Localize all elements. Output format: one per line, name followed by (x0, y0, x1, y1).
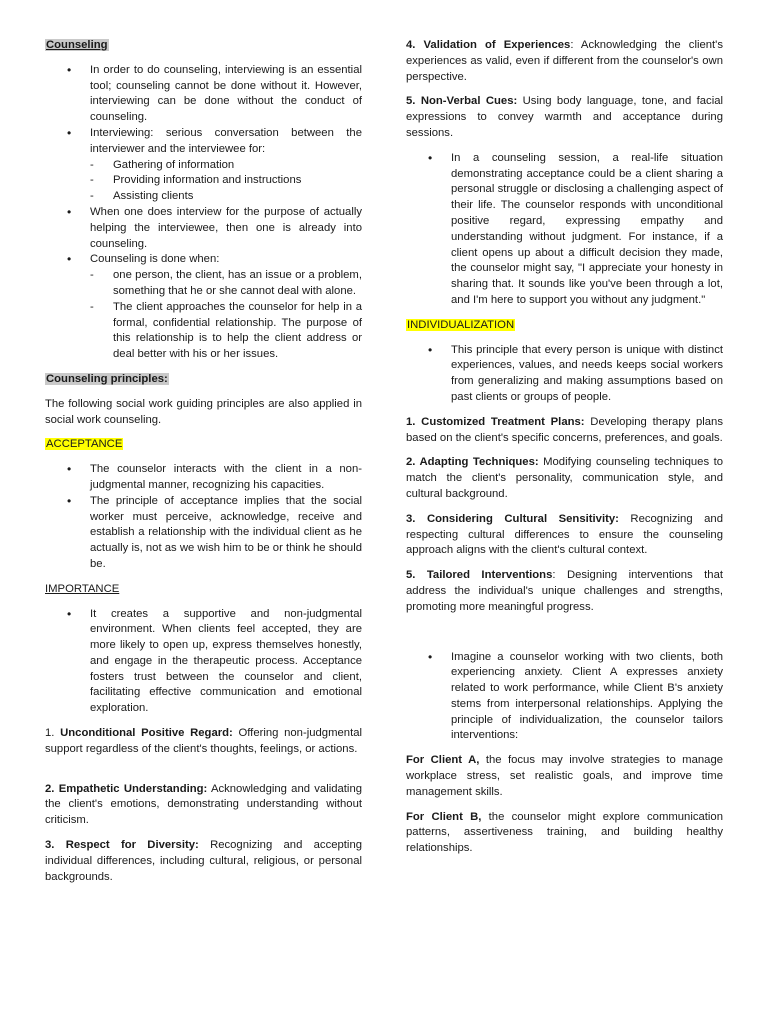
list-item: - Gathering of information (90, 158, 362, 174)
individualization-example-list (406, 650, 723, 745)
list-item: • Counseling is done when: - one person, the client, has an issue or a problem, something that he or she cannot deal with alone. - The client approaches the counselor for help in a formal, confidential relationship. The purpose of this relationship is to help the client address or deal better with his or her issues. (45, 252, 362, 363)
client-a-paragraph: For Client A, the focus may involve strategies to manage workplace stress, set realistic goals, and improve time management skills. (406, 754, 724, 798)
importance-bullet-list (45, 607, 362, 718)
acceptance-heading: ACCEPTANCE (46, 438, 123, 451)
list-item: • Imagine a counselor working with two clients, both experiencing anxiety. Client A expresses anxiety related to work performance, while Client B's anxiety stems from interpersonal relationships. Applying the principle of individualization, the counselor tailors interventions: (406, 650, 723, 745)
interviewing-subitems (90, 158, 362, 205)
counseling-done-subitems (90, 268, 362, 363)
list-item: • The principle of acceptance implies that the social worker must perceive, acknowledge, receive and establish a relationship with the individual client as he actually is, not as we wish him to be or think he should be. (45, 494, 362, 573)
acceptance-item-3: 3. Respect for Diversity: Recognizing and accepting individual differences, including cultural, religious, or personal backgrounds. (45, 839, 363, 883)
list-item: • This principle that every person is unique with distinct experiences, values, and needs keeps social workers from generalizing and making assumptions based on past clients or groups of people. (406, 343, 723, 406)
individualization-item-3: 3. Considering Cultural Sensitivity: Recognizing and respecting cultural differences to ensure the counseling approach aligns with the client's cultural context. (406, 512, 723, 557)
acceptance-example-list (406, 151, 723, 309)
individualization-item-5: 5. Tailored Interventions: Designing interventions that address the individual's unique challenges and strengths, promoting more meaningful progress. (406, 569, 723, 613)
list-item: • The counselor interacts with the client in a non-judgmental manner, recognizing his capacities. (45, 462, 362, 494)
left-column (45, 38, 362, 885)
list-item: • In a counseling session, a real-life situation demonstrating acceptance could be a client sharing a personal struggle or disclosing a challenging aspect of their life. The counselor responds with unconditional positive regard, expressing empathy and understanding without judgment. For instance, if a client opens up about a difficult decision they made, the counselor might say, "I appreciate your honesty in sharing that. It sounds like you've been through a lot, and I'm here to support you without any judgment." (406, 151, 723, 309)
counseling-bullet-list (45, 63, 362, 363)
principles-heading: Counseling principles: (46, 372, 168, 385)
acceptance-bullet-list (45, 462, 362, 573)
individualization-item-1: 1. Customized Treatment Plans: Developing therapy plans based on the client's specific concerns, preferences, and goals. (406, 415, 723, 444)
individualization-heading: INDIVIDUALIZATION (407, 318, 515, 331)
list-item: - one person, the client, has an issue or a problem, something that he or she cannot deal with alone. (90, 268, 362, 300)
individualization-item-2: 2. Adapting Techniques: Modifying counseling techniques to match the client's personality, communication style, and cultural background. (406, 456, 724, 500)
individualization-bullet-list (406, 343, 723, 406)
acceptance-item-2: 2. Empathetic Understanding: Acknowledging and validating the client's emotions, demonstrating understanding without criticism. (45, 782, 363, 827)
list-item: - The client approaches the counselor for help in a formal, confidential relationship. The purpose of this relationship is to help the client address or deal better with his or her issues. (90, 300, 362, 363)
acceptance-item-5: 5. Non-Verbal Cues: Using body language, tone, and facial expressions to convey warmth and acceptance during sessions. (406, 95, 723, 139)
acceptance-item-1: 1. Unconditional Positive Regard: Offering non-judgmental support regardless of the client's thoughts, feelings, or actions. (45, 727, 362, 755)
list-item: • When one does interview for the purpose of actually helping the interviewee, then one is already into counseling. (45, 205, 362, 252)
principles-intro: The following social work guiding principles are also applied in social work counseling. (45, 397, 362, 426)
list-item: • In order to do counseling, interviewing is an essential tool; counseling cannot be done without it. However, interviewing can be done without the conduct of counseling. (45, 63, 362, 126)
list-item: - Providing information and instructions (90, 173, 362, 189)
counseling-heading: Counseling (46, 39, 108, 51)
list-item: • Interviewing: serious conversation between the interviewer and the interviewee for: - Gathering of information - Providing information and instructions - Assisting clients (45, 126, 362, 205)
importance-heading: IMPORTANCE (45, 582, 120, 595)
list-item: - Assisting clients (90, 189, 362, 205)
list-item: • It creates a supportive and non-judgmental environment. When clients feel accepted, they are more likely to open up, express themselves honestly, and engage in the therapeutic process. Acceptance fosters trust between the counselor and client, facilitating effective communication and emotional exploration. (45, 607, 362, 718)
right-column (406, 38, 723, 857)
acceptance-item-4: 4. Validation of Experiences: Acknowledging the client's experiences as valid, even if different from the counselor's own perspective. (406, 39, 723, 83)
client-b-paragraph: For Client B, the counselor might explore communication patterns, assertiveness training, and building healthy relationships. (406, 810, 723, 855)
